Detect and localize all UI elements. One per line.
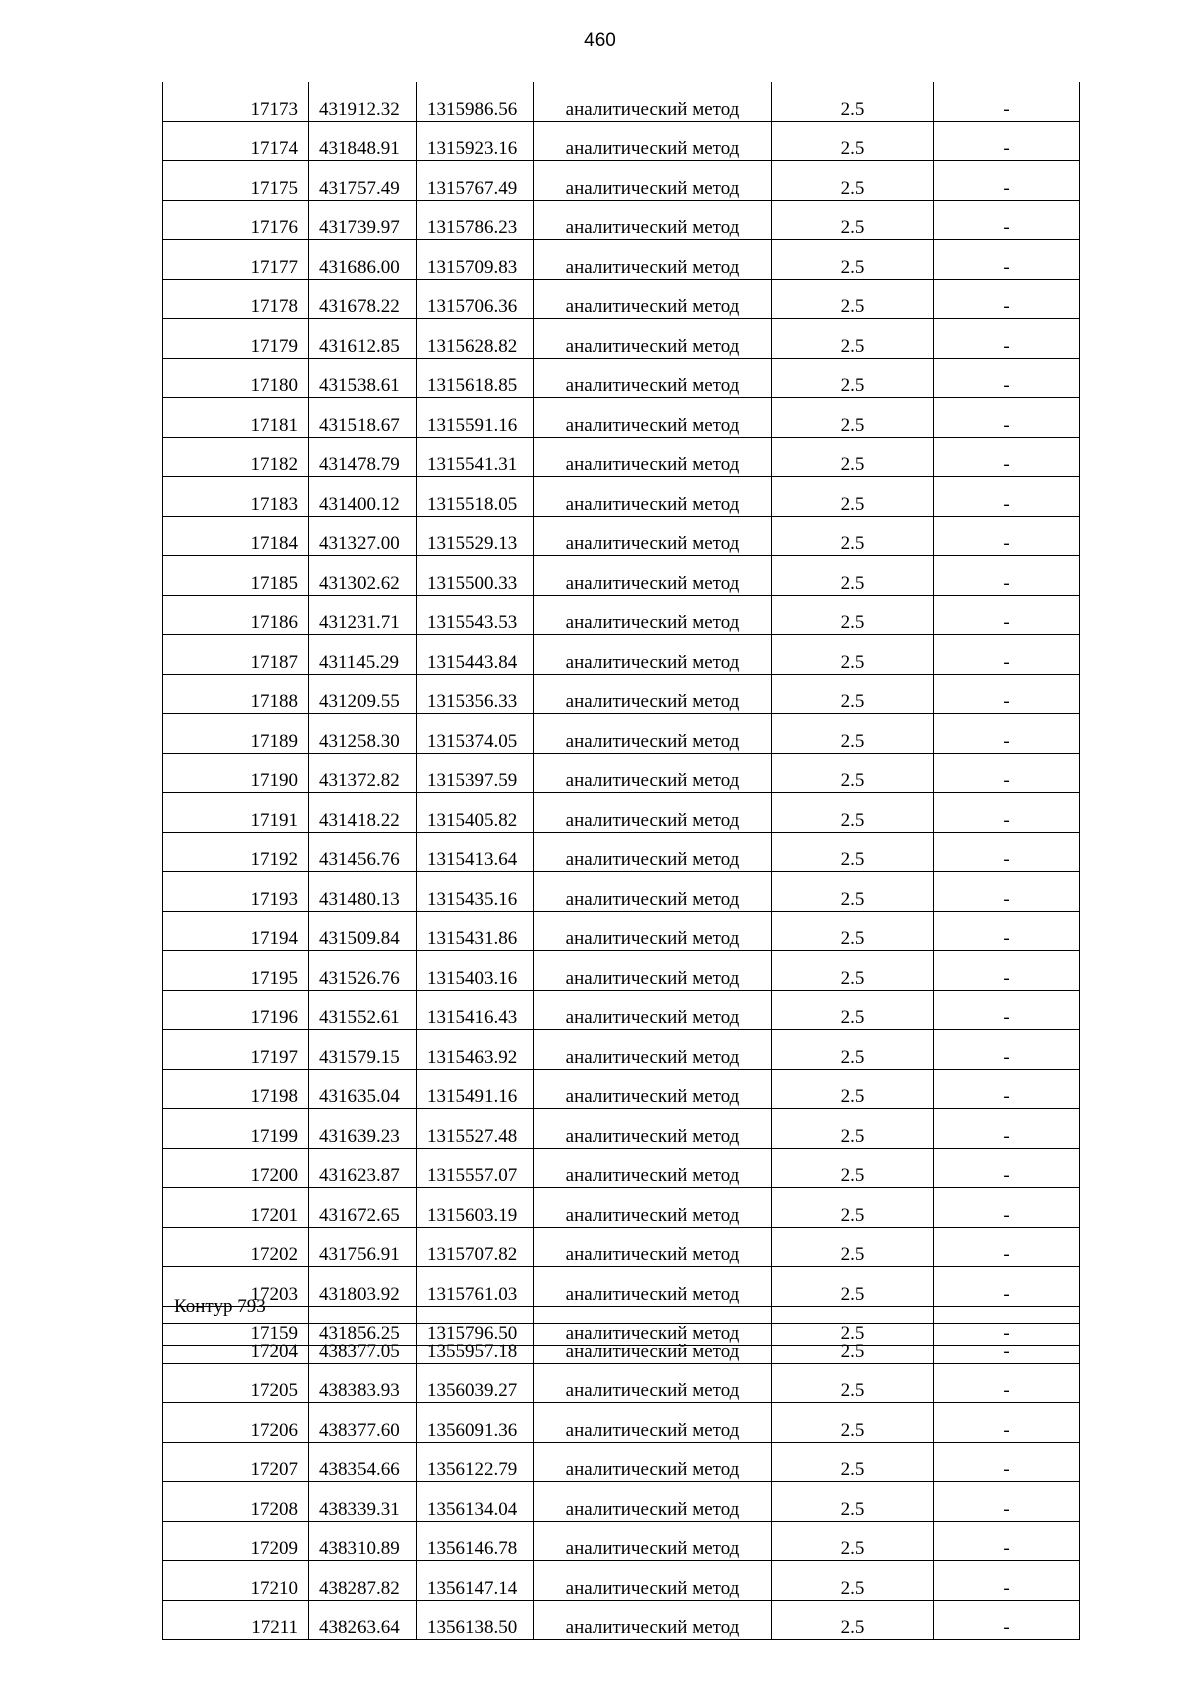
x-coordinate-cell: 431678.22 [309,279,417,319]
x-coordinate-cell: 431518.67 [309,398,417,438]
x-coordinate-cell: 431478.79 [309,437,417,477]
table-row [163,1324,1080,1364]
point-number-cell: 17209 [163,1521,309,1561]
point-number-cell: 17192 [163,832,309,872]
x-coordinate-cell: 431526.76 [309,951,417,991]
note-cell: - [934,1324,1080,1364]
x-coordinate-cell: 431231.71 [309,595,417,635]
note-cell: - [934,951,1080,991]
y-coordinate-cell: 1315463.92 [417,1030,534,1070]
note-cell: - [934,240,1080,280]
y-coordinate-cell: 1315413.64 [417,832,534,872]
x-coordinate-cell: 431400.12 [309,477,417,517]
note-cell: - [934,1363,1080,1403]
method-cell: аналитический метод [534,1306,772,1346]
point-number-cell: 17174 [163,121,309,161]
accuracy-cell: 2.5 [772,1600,934,1640]
y-coordinate-cell: 1315518.05 [417,477,534,517]
method-cell: аналитический метод [534,714,772,754]
y-coordinate-cell: 1315707.82 [417,1227,534,1267]
point-number-cell: 17188 [163,674,309,714]
y-coordinate-cell: 1315405.82 [417,793,534,833]
coordinates-table-contour-793 [162,1323,1080,1640]
x-coordinate-cell: 431757.49 [309,161,417,201]
accuracy-cell: 2.5 [772,1227,934,1267]
x-coordinate-cell: 438339.31 [309,1482,417,1522]
table-row [163,279,1080,319]
note-cell: - [934,793,1080,833]
accuracy-cell: 2.5 [772,477,934,517]
method-cell: аналитический метод [534,516,772,556]
method-cell: аналитический метод [534,319,772,359]
note-cell: - [934,753,1080,793]
note-cell: - [934,1306,1080,1346]
accuracy-cell: 2.5 [772,1188,934,1228]
note-cell: - [934,437,1080,477]
method-cell: аналитический метод [534,161,772,201]
note-cell: - [934,121,1080,161]
note-cell: - [934,1267,1080,1307]
y-coordinate-cell: 1315397.59 [417,753,534,793]
accuracy-cell: 2.5 [772,1069,934,1109]
table-row [163,1600,1080,1640]
accuracy-cell: 2.5 [772,121,934,161]
note-cell: - [934,635,1080,675]
point-number-cell: 17195 [163,951,309,991]
contour-label: Контур 793 [174,1296,266,1317]
note-cell: - [934,556,1080,596]
x-coordinate-cell: 431327.00 [309,516,417,556]
table-row [163,437,1080,477]
y-coordinate-cell: 1356122.79 [417,1442,534,1482]
x-coordinate-cell: 431538.61 [309,358,417,398]
note-cell: - [934,319,1080,359]
accuracy-cell: 2.5 [772,635,934,675]
y-coordinate-cell: 1315923.16 [417,121,534,161]
method-cell: аналитический метод [534,1442,772,1482]
point-number-cell: 17199 [163,1109,309,1149]
y-coordinate-cell: 1315374.05 [417,714,534,754]
x-coordinate-cell: 431848.91 [309,121,417,161]
point-number-cell: 17182 [163,437,309,477]
y-coordinate-cell: 1315527.48 [417,1109,534,1149]
note-cell: - [934,674,1080,714]
x-coordinate-cell: 431803.92 [309,1267,417,1307]
note-cell: - [934,1109,1080,1149]
table-row [163,1069,1080,1109]
note-cell: - [934,358,1080,398]
accuracy-cell: 2.5 [772,1561,934,1601]
method-cell: аналитический метод [534,1267,772,1307]
note-cell: - [934,714,1080,754]
x-coordinate-cell: 431480.13 [309,872,417,912]
y-coordinate-cell: 1315709.83 [417,240,534,280]
y-coordinate-cell: 1315500.33 [417,556,534,596]
accuracy-cell: 2.5 [772,161,934,201]
table-row [163,477,1080,517]
point-number-cell: 17204 [163,1324,309,1364]
y-coordinate-cell: 1315443.84 [417,635,534,675]
point-number-cell: 17200 [163,1148,309,1188]
table-row [163,161,1080,201]
method-cell: аналитический метод [534,595,772,635]
accuracy-cell: 2.5 [772,1109,934,1149]
y-coordinate-cell: 1315491.16 [417,1069,534,1109]
point-number-cell: 17175 [163,161,309,201]
accuracy-cell: 2.5 [772,832,934,872]
table-row [163,1521,1080,1561]
point-number-cell: 17187 [163,635,309,675]
x-coordinate-cell: 431612.85 [309,319,417,359]
point-number-cell: 17177 [163,240,309,280]
table-row [163,1267,1080,1307]
x-coordinate-cell: 438354.66 [309,1442,417,1482]
x-coordinate-cell: 431912.32 [309,82,417,121]
point-number-cell: 17198 [163,1069,309,1109]
note-cell: - [934,990,1080,1030]
note-cell: - [934,477,1080,517]
accuracy-cell: 2.5 [772,1030,934,1070]
method-cell: аналитический метод [534,121,772,161]
note-cell: - [934,1403,1080,1443]
point-number-cell: 17194 [163,911,309,951]
table-row [163,714,1080,754]
accuracy-cell: 2.5 [772,200,934,240]
x-coordinate-cell: 431209.55 [309,674,417,714]
method-cell: аналитический метод [534,951,772,991]
x-coordinate-cell: 431579.15 [309,1030,417,1070]
table-row [163,911,1080,951]
method-cell: аналитический метод [534,1561,772,1601]
method-cell: аналитический метод [534,556,772,596]
table-row [163,1227,1080,1267]
accuracy-cell: 2.5 [772,1267,934,1307]
y-coordinate-cell: 1315416.43 [417,990,534,1030]
method-cell: аналитический метод [534,279,772,319]
page-number: 460 [584,30,616,51]
note-cell: - [934,595,1080,635]
x-coordinate-cell: 431623.87 [309,1148,417,1188]
accuracy-cell: 2.5 [772,1148,934,1188]
accuracy-cell: 2.5 [772,398,934,438]
note-cell: - [934,200,1080,240]
method-cell: аналитический метод [534,1324,772,1364]
accuracy-cell: 2.5 [772,516,934,556]
method-cell: аналитический метод [534,477,772,517]
x-coordinate-cell: 438383.93 [309,1363,417,1403]
table-row [163,240,1080,280]
method-cell: аналитический метод [534,911,772,951]
x-coordinate-cell: 431739.97 [309,200,417,240]
table-row [163,1363,1080,1403]
y-coordinate-cell: 1356134.04 [417,1482,534,1522]
table-row [163,1148,1080,1188]
accuracy-cell: 2.5 [772,437,934,477]
accuracy-cell: 2.5 [772,1306,934,1346]
accuracy-cell: 2.5 [772,82,934,121]
note-cell: - [934,279,1080,319]
point-number-cell: 17206 [163,1403,309,1443]
x-coordinate-cell: 431856.25 [309,1306,417,1346]
table-row [163,398,1080,438]
point-number-cell: 17211 [163,1600,309,1640]
accuracy-cell: 2.5 [772,556,934,596]
table-row [163,832,1080,872]
x-coordinate-cell: 438377.60 [309,1403,417,1443]
point-number-cell: 17210 [163,1561,309,1601]
point-number-cell: 17180 [163,358,309,398]
x-coordinate-cell: 431145.29 [309,635,417,675]
note-cell: - [934,516,1080,556]
table-row [163,1403,1080,1443]
table-row [163,951,1080,991]
y-coordinate-cell: 1356147.14 [417,1561,534,1601]
method-cell: аналитический метод [534,1188,772,1228]
method-cell: аналитический метод [534,674,772,714]
method-cell: аналитический метод [534,1482,772,1522]
y-coordinate-cell: 1315761.03 [417,1267,534,1307]
x-coordinate-cell: 438287.82 [309,1561,417,1601]
table-row [163,319,1080,359]
point-number-cell: 17201 [163,1188,309,1228]
x-coordinate-cell: 431635.04 [309,1069,417,1109]
accuracy-cell: 2.5 [772,793,934,833]
method-cell: аналитический метод [534,1600,772,1640]
method-cell: аналитический метод [534,1148,772,1188]
method-cell: аналитический метод [534,82,772,121]
x-coordinate-cell: 431639.23 [309,1109,417,1149]
note-cell: - [934,398,1080,438]
y-coordinate-cell: 1315618.85 [417,358,534,398]
x-coordinate-cell: 438377.05 [309,1324,417,1364]
y-coordinate-cell: 1356039.27 [417,1363,534,1403]
table-row [163,1442,1080,1482]
note-cell: - [934,1600,1080,1640]
accuracy-cell: 2.5 [772,595,934,635]
accuracy-cell: 2.5 [772,1403,934,1443]
point-number-cell: 17191 [163,793,309,833]
note-cell: - [934,1442,1080,1482]
x-coordinate-cell: 431686.00 [309,240,417,280]
accuracy-cell: 2.5 [772,279,934,319]
y-coordinate-cell: 1356138.50 [417,1600,534,1640]
method-cell: аналитический метод [534,1069,772,1109]
point-number-cell: 17184 [163,516,309,556]
table-row [163,121,1080,161]
point-number-cell: 17176 [163,200,309,240]
accuracy-cell: 2.5 [772,674,934,714]
note-cell: - [934,82,1080,121]
note-cell: - [934,1561,1080,1601]
note-cell: - [934,161,1080,201]
table-row [163,82,1080,121]
note-cell: - [934,1227,1080,1267]
table-row [163,556,1080,596]
y-coordinate-cell: 1356146.78 [417,1521,534,1561]
method-cell: аналитический метод [534,1109,772,1149]
point-number-cell: 17173 [163,82,309,121]
method-cell: аналитический метод [534,437,772,477]
x-coordinate-cell: 438263.64 [309,1600,417,1640]
x-coordinate-cell: 431372.82 [309,753,417,793]
method-cell: аналитический метод [534,753,772,793]
method-cell: аналитический метод [534,1403,772,1443]
accuracy-cell: 2.5 [772,240,934,280]
y-coordinate-cell: 1315786.23 [417,200,534,240]
accuracy-cell: 2.5 [772,714,934,754]
note-cell: - [934,1069,1080,1109]
y-coordinate-cell: 1356091.36 [417,1403,534,1443]
table-row [163,635,1080,675]
accuracy-cell: 2.5 [772,319,934,359]
method-cell: аналитический метод [534,398,772,438]
point-number-cell: 17185 [163,556,309,596]
note-cell: - [934,1188,1080,1228]
y-coordinate-cell: 1315403.16 [417,951,534,991]
point-number-cell: 17190 [163,753,309,793]
point-number-cell: 17197 [163,1030,309,1070]
x-coordinate-cell: 431509.84 [309,911,417,951]
x-coordinate-cell: 431756.91 [309,1227,417,1267]
x-coordinate-cell: 431302.62 [309,556,417,596]
y-coordinate-cell: 1315986.56 [417,82,534,121]
table-row [163,516,1080,556]
note-cell: - [934,832,1080,872]
y-coordinate-cell: 1315529.13 [417,516,534,556]
accuracy-cell: 2.5 [772,358,934,398]
table-row [163,200,1080,240]
table-row [163,1030,1080,1070]
y-coordinate-cell: 1315435.16 [417,872,534,912]
point-number-cell: 17207 [163,1442,309,1482]
y-coordinate-cell: 1315591.16 [417,398,534,438]
method-cell: аналитический метод [534,1521,772,1561]
accuracy-cell: 2.5 [772,753,934,793]
table-row [163,753,1080,793]
y-coordinate-cell: 1315767.49 [417,161,534,201]
method-cell: аналитический метод [534,872,772,912]
table-row [163,358,1080,398]
point-number-cell: 17205 [163,1363,309,1403]
method-cell: аналитический метод [534,832,772,872]
accuracy-cell: 2.5 [772,911,934,951]
accuracy-cell: 2.5 [772,1442,934,1482]
point-number-cell: 17179 [163,319,309,359]
method-cell: аналитический метод [534,358,772,398]
x-coordinate-cell: 431552.61 [309,990,417,1030]
note-cell: - [934,1482,1080,1522]
table-row [163,1482,1080,1522]
y-coordinate-cell: 1315543.53 [417,595,534,635]
point-number-cell: 17196 [163,990,309,1030]
table-row [163,674,1080,714]
method-cell: аналитический метод [534,1030,772,1070]
point-number-cell: 17208 [163,1482,309,1522]
x-coordinate-cell: 431456.76 [309,832,417,872]
coordinates-table [162,82,1080,1346]
note-cell: - [934,1030,1080,1070]
note-cell: - [934,872,1080,912]
accuracy-cell: 2.5 [772,872,934,912]
accuracy-cell: 2.5 [772,1482,934,1522]
x-coordinate-cell: 438310.89 [309,1521,417,1561]
point-number-cell: 17183 [163,477,309,517]
point-number-cell: 17189 [163,714,309,754]
y-coordinate-cell: 1355957.18 [417,1324,534,1364]
y-coordinate-cell: 1315706.36 [417,279,534,319]
y-coordinate-cell: 1315541.31 [417,437,534,477]
method-cell: аналитический метод [534,1227,772,1267]
point-number-cell: 17202 [163,1227,309,1267]
accuracy-cell: 2.5 [772,951,934,991]
point-number-cell: 17181 [163,398,309,438]
note-cell: - [934,1521,1080,1561]
x-coordinate-cell: 431672.65 [309,1188,417,1228]
table-row [163,990,1080,1030]
table-row [163,872,1080,912]
method-cell: аналитический метод [534,635,772,675]
point-number-cell: 17178 [163,279,309,319]
method-cell: аналитический метод [534,240,772,280]
y-coordinate-cell: 1315431.86 [417,911,534,951]
note-cell: - [934,1148,1080,1188]
point-number-cell: 17193 [163,872,309,912]
accuracy-cell: 2.5 [772,990,934,1030]
point-number-cell: 17203 [163,1267,309,1307]
point-number-cell: 17159 [163,1306,309,1346]
point-number-cell: 17186 [163,595,309,635]
y-coordinate-cell: 1315557.07 [417,1148,534,1188]
accuracy-cell: 2.5 [772,1363,934,1403]
method-cell: аналитический метод [534,1363,772,1403]
method-cell: аналитический метод [534,793,772,833]
table-row [163,1109,1080,1149]
table-row [163,793,1080,833]
y-coordinate-cell: 1315356.33 [417,674,534,714]
note-cell: - [934,911,1080,951]
accuracy-cell: 2.5 [772,1324,934,1364]
x-coordinate-cell: 431418.22 [309,793,417,833]
table-row [163,1188,1080,1228]
y-coordinate-cell: 1315603.19 [417,1188,534,1228]
y-coordinate-cell: 1315796.50 [417,1306,534,1346]
method-cell: аналитический метод [534,200,772,240]
accuracy-cell: 2.5 [772,1521,934,1561]
table-row [163,595,1080,635]
method-cell: аналитический метод [534,990,772,1030]
table-row [163,1561,1080,1601]
y-coordinate-cell: 1315628.82 [417,319,534,359]
x-coordinate-cell: 431258.30 [309,714,417,754]
